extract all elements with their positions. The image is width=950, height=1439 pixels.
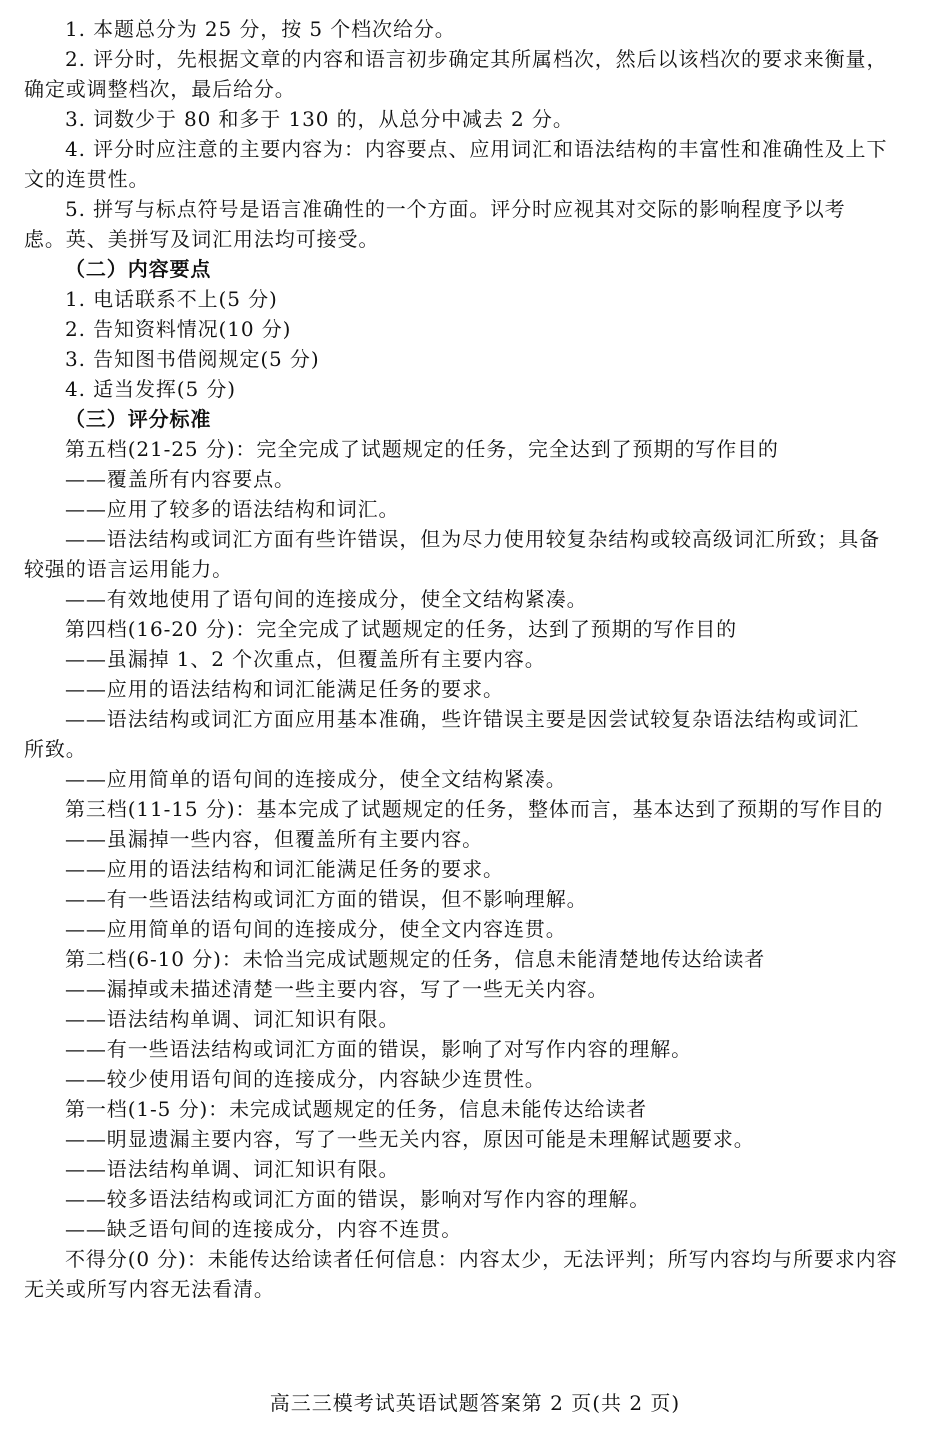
text-line: 无关或所写内容无法看清。 [24, 1277, 275, 1301]
text-line: 所致。 [24, 737, 87, 761]
text-line: ——虽漏掉 1、2 个次重点，但覆盖所有主要内容。 [65, 647, 546, 671]
text-line: 虑。英、美拼写及词汇用法均可接受。 [24, 227, 380, 251]
text-line: 3. 词数少于 80 和多于 130 的，从总分中减去 2 分。 [65, 107, 574, 131]
text-line: 第五档(21-25 分)：完全完成了试题规定的任务，完全达到了预期的写作目的 [65, 437, 779, 461]
text-line: ——语法结构单调、词汇知识有限。 [65, 1157, 400, 1181]
text-line: ——有一些语法结构或词汇方面的错误，但不影响理解。 [65, 887, 588, 911]
text-line: ——漏掉或未描述清楚一些主要内容，写了一些无关内容。 [65, 977, 609, 1001]
text-line: 较强的语言运用能力。 [24, 557, 233, 581]
text-line: 1. 电话联系不上(5 分) [65, 287, 278, 311]
text-line: 5. 拼写与标点符号是语言准确性的一个方面。评分时应视其对交际的影响程度予以考 [65, 197, 846, 221]
text-line: ——有一些语法结构或词汇方面的错误，影响了对写作内容的理解。 [65, 1037, 692, 1061]
text-line: ——应用简单的语句间的连接成分，使全文内容连贯。 [65, 917, 567, 941]
text-line: 3. 告知图书借阅规定(5 分) [65, 347, 320, 371]
text-line: ——语法结构单调、词汇知识有限。 [65, 1007, 400, 1031]
text-line: 4. 适当发挥(5 分) [65, 377, 236, 401]
text-line: 2. 评分时，先根据文章的内容和语言初步确定其所属档次，然后以该档次的要求来衡量， [65, 47, 888, 71]
text-line: 文的连贯性。 [24, 167, 150, 191]
text-line: ——有效地使用了语句间的连接成分，使全文结构紧凑。 [65, 587, 588, 611]
text-line: ——覆盖所有内容要点。 [65, 467, 295, 491]
text-line: 第二档(6-10 分)：未恰当完成试题规定的任务，信息未能清楚地传达给读者 [65, 947, 766, 971]
text-line: 确定或调整档次，最后给分。 [24, 77, 296, 101]
text-line: 1. 本题总分为 25 分，按 5 个档次给分。 [65, 17, 456, 41]
text-line: ——应用简单的语句间的连接成分，使全文结构紧凑。 [65, 767, 567, 791]
text-line: 不得分(0 分)：未能传达给读者任何信息：内容太少，无法评判；所写内容均与所要求内容 [65, 1247, 898, 1271]
document-body [24, 14, 930, 1304]
text-line: ——较少使用语句间的连接成分，内容缺少连贯性。 [65, 1067, 546, 1091]
text-line: 4. 评分时应注意的主要内容为：内容要点、应用词汇和语法结构的丰富性和准确性及上下 [65, 137, 888, 161]
text-line: ——应用的语法结构和词汇能满足任务的要求。 [65, 857, 504, 881]
page-footer: 高三三模考试英语试题答案第 2 页(共 2 页) [269, 1391, 681, 1415]
text-line: ——语法结构或词汇方面有些许错误，但为尽力使用较复杂结构或较高级词汇所致；具备 [65, 527, 881, 551]
text-line: ——应用的语法结构和词汇能满足任务的要求。 [65, 677, 504, 701]
text-line: ——语法结构或词汇方面应用基本准确，些许错误主要是因尝试较复杂语法结构或词汇 [65, 707, 860, 731]
section-heading: （二）内容要点 [65, 257, 212, 281]
text-line: ——缺乏语句间的连接成分，内容不连贯。 [65, 1217, 463, 1241]
text-line: ——虽漏掉一些内容，但覆盖所有主要内容。 [65, 827, 483, 851]
text-line: 第四档(16-20 分)：完全完成了试题规定的任务，达到了预期的写作目的 [65, 617, 738, 641]
text-line: ——明显遗漏主要内容，写了一些无关内容，原因可能是未理解试题要求。 [65, 1127, 755, 1151]
text-line: ——应用了较多的语法结构和词汇。 [65, 497, 400, 521]
text-line: 第三档(11-15 分)：基本完成了试题规定的任务，整体而言，基本达到了预期的写作目的 [65, 797, 884, 821]
section-heading: （三）评分标准 [65, 407, 212, 431]
text-line: 2. 告知资料情况(10 分) [65, 317, 292, 341]
text-line: ——较多语法结构或词汇方面的错误，影响对写作内容的理解。 [65, 1187, 651, 1211]
text-line: 第一档(1-5 分)：未完成试题规定的任务，信息未能传达给读者 [65, 1097, 648, 1121]
